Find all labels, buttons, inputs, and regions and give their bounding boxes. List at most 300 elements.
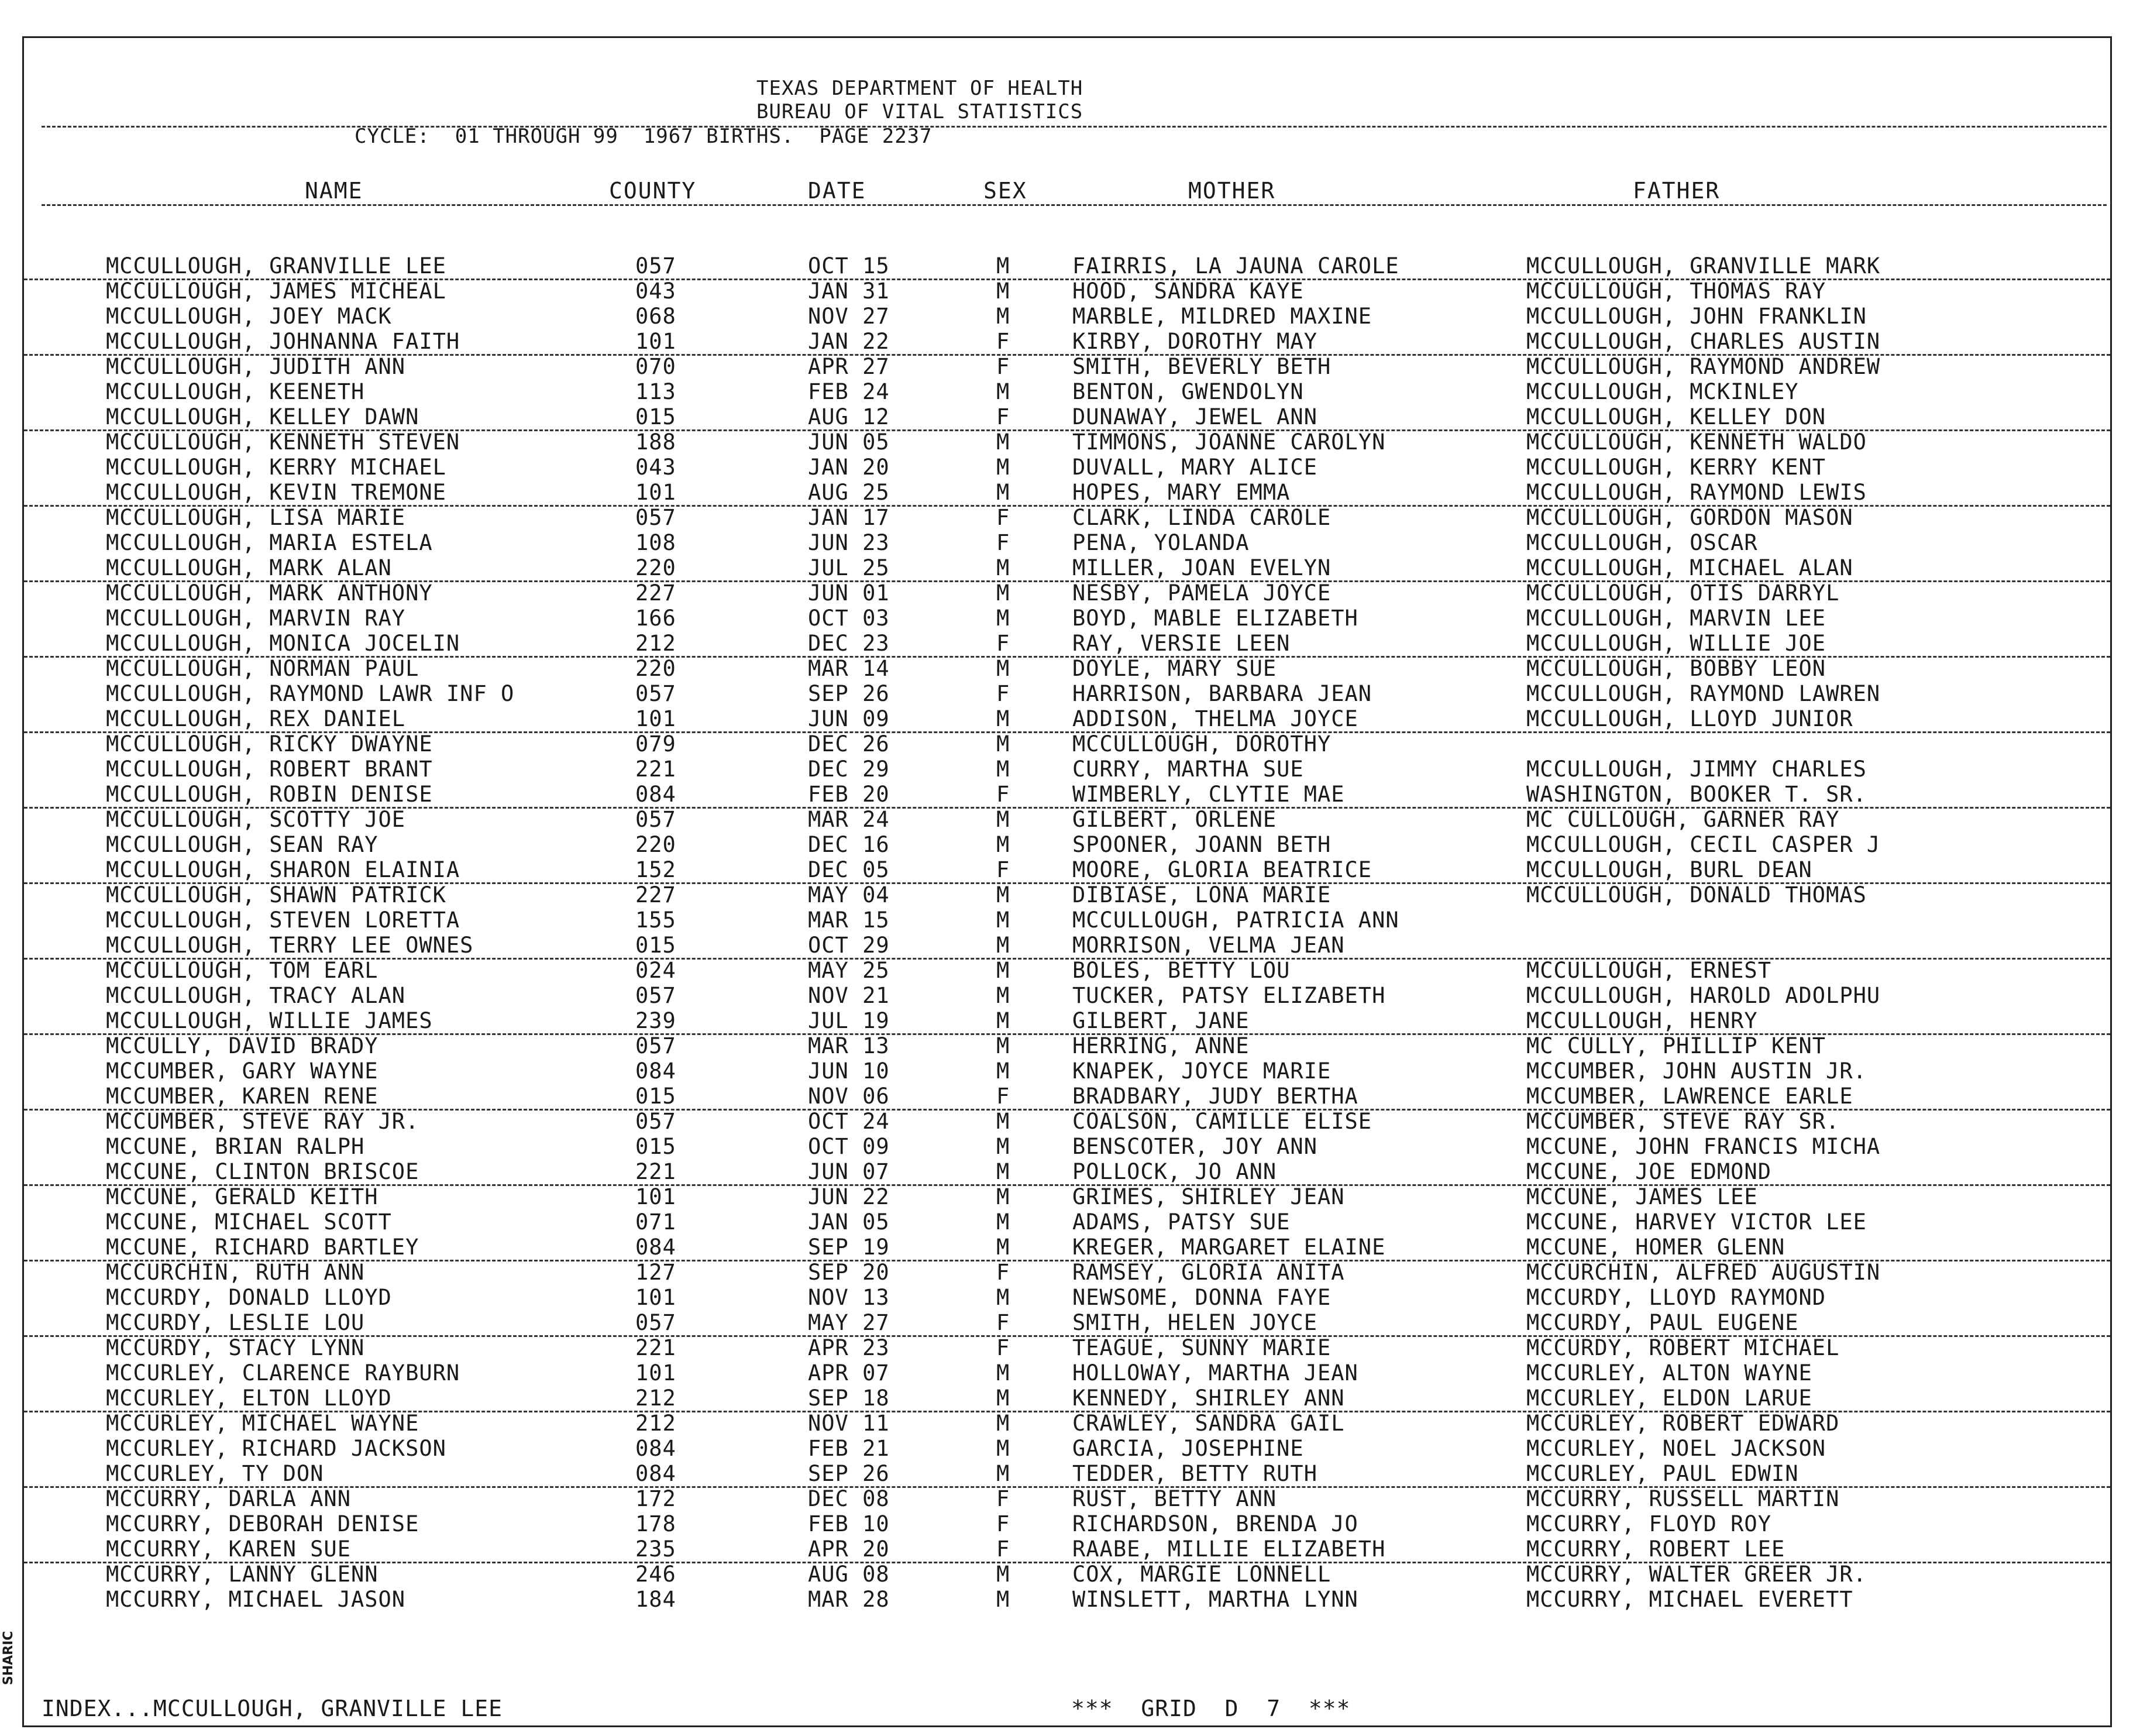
cell-county: 227	[635, 580, 676, 606]
cell-father: MCCURDY, LLOYD RAYMOND	[1526, 1285, 1826, 1310]
cell-date: SEP 26	[808, 1461, 890, 1486]
cell-mother: MOORE, GLORIA BEATRICE	[1072, 857, 1372, 882]
cell-name: MCCULLOUGH, MARVIN RAY	[106, 606, 406, 631]
cell-sex: M	[996, 1386, 1010, 1411]
cell-county: 015	[635, 1134, 676, 1159]
table-row	[24, 1134, 2110, 1159]
cell-name: MCCURLEY, TY DON	[106, 1461, 324, 1486]
cell-name: MCCURRY, DARLA ANN	[106, 1486, 351, 1511]
cell-sex: M	[996, 580, 1010, 606]
cell-father: MCCULLOUGH, LLOYD JUNIOR	[1526, 706, 1853, 731]
cell-name: MCCULLOUGH, MARK ALAN	[106, 555, 392, 580]
cell-mother: MORRISON, VELMA JEAN	[1072, 933, 1345, 958]
department-title: TEXAS DEPARTMENT OF HEALTH	[756, 77, 1083, 100]
cell-father: MCCULLOUGH, THOMAS RAY	[1526, 279, 1826, 304]
table-row	[24, 1084, 2110, 1111]
table-row	[24, 1033, 2110, 1058]
cell-father: MCCULLOUGH, HENRY	[1526, 1008, 1758, 1033]
cell-name: MCCUNE, MICHAEL SCOTT	[106, 1209, 392, 1235]
cell-name: MCCUNE, CLINTON BRISCOE	[106, 1159, 419, 1184]
cell-county: 108	[635, 530, 676, 555]
cell-sex: M	[996, 706, 1010, 731]
table-row	[24, 731, 2110, 757]
cell-sex: F	[996, 631, 1010, 656]
cell-county: 178	[635, 1511, 676, 1536]
cell-father: MCCULLOUGH, RAYMOND LAWREN	[1526, 681, 1881, 706]
cell-date: OCT 15	[808, 253, 890, 279]
cell-father: MCCURCHIN, ALFRED AUGUSTIN	[1526, 1260, 1881, 1285]
cell-father: MCCURLEY, ROBERT EDWARD	[1526, 1411, 1840, 1436]
cell-father: MCCUMBER, LAWRENCE EARLE	[1526, 1084, 1853, 1109]
cell-name: MCCULLOUGH, RICKY DWAYNE	[106, 731, 433, 757]
cell-name: MCCULLOUGH, SEAN RAY	[106, 832, 379, 857]
cell-sex: F	[996, 1486, 1010, 1511]
cell-mother: CRAWLEY, SANDRA GAIL	[1072, 1411, 1345, 1436]
cell-mother: FAIRRIS, LA JAUNA CAROLE	[1072, 253, 1399, 279]
cell-mother: KREGER, MARGARET ELAINE	[1072, 1235, 1386, 1260]
cell-county: 152	[635, 857, 676, 882]
cell-date: MAR 24	[808, 807, 890, 832]
cell-sex: M	[996, 882, 1010, 907]
cell-sex: M	[996, 933, 1010, 958]
cell-county: 221	[635, 1159, 676, 1184]
cell-father: MCCURLEY, ALTON WAYNE	[1526, 1360, 1812, 1386]
table-row	[24, 429, 2110, 455]
cell-sex: M	[996, 1058, 1010, 1084]
table-row	[24, 656, 2110, 681]
cell-date: SEP 18	[808, 1386, 890, 1411]
table-row	[24, 304, 2110, 329]
table-row	[24, 1411, 2110, 1436]
cell-name: MCCULLOUGH, NORMAN PAUL	[106, 656, 419, 681]
cell-name: MCCULLOUGH, LISA MARIE	[106, 505, 406, 530]
table-row	[24, 1360, 2110, 1386]
cell-name: MCCURDY, LESLIE LOU	[106, 1310, 365, 1335]
cell-father: MCCULLOUGH, CHARLES AUSTIN	[1526, 329, 1881, 354]
column-header-county: COUNTY	[609, 178, 697, 204]
cell-date: DEC 08	[808, 1486, 890, 1511]
cell-date: NOV 11	[808, 1411, 890, 1436]
cell-father: WASHINGTON, BOOKER T. SR.	[1526, 782, 1867, 807]
cell-mother: KENNEDY, SHIRLEY ANN	[1072, 1386, 1345, 1411]
cell-sex: M	[996, 555, 1010, 580]
cell-name: MCCURDY, STACY LYNN	[106, 1335, 365, 1360]
cell-father: MCCULLOUGH, MCKINLEY	[1526, 379, 1799, 404]
cell-father: MCCULLOUGH, HAROLD ADOLPHU	[1526, 983, 1881, 1008]
table-row	[24, 832, 2110, 857]
cell-date: JUN 01	[808, 580, 890, 606]
cell-name: MCCUMBER, KAREN RENE	[106, 1084, 379, 1109]
table-row	[24, 1058, 2110, 1084]
cell-county: 015	[635, 404, 676, 429]
cell-father: MCCURLEY, NOEL JACKSON	[1526, 1436, 1826, 1461]
cell-county: 043	[635, 279, 676, 304]
cell-date: MAY 04	[808, 882, 890, 907]
cell-sex: M	[996, 958, 1010, 983]
cell-father: MC CULLY, PHILLIP KENT	[1526, 1033, 1826, 1058]
cell-county: 084	[635, 1058, 676, 1084]
cell-sex: M	[996, 455, 1010, 480]
cell-mother: RAY, VERSIE LEEN	[1072, 631, 1291, 656]
cell-name: MCCULLOUGH, KEENETH	[106, 379, 365, 404]
cell-date: JUN 23	[808, 530, 890, 555]
cell-father: MCCULLOUGH, JIMMY CHARLES	[1526, 757, 1867, 782]
cell-mother: TEAGUE, SUNNY MARIE	[1072, 1335, 1332, 1360]
cell-sex: M	[996, 253, 1010, 279]
table-row	[24, 681, 2110, 706]
cell-date: JAN 05	[808, 1209, 890, 1235]
cell-mother: HOOD, SANDRA KAYE	[1072, 279, 1304, 304]
column-header-father: FATHER	[1633, 178, 1721, 204]
cell-mother: CURRY, MARTHA SUE	[1072, 757, 1304, 782]
cell-mother: DOYLE, MARY SUE	[1072, 656, 1277, 681]
cell-name: MCCURLEY, ELTON LLOYD	[106, 1386, 392, 1411]
table-row	[24, 1235, 2110, 1261]
cell-name: MCCUMBER, STEVE RAY JR.	[106, 1109, 419, 1134]
cell-mother: KNAPEK, JOYCE MARIE	[1072, 1058, 1332, 1084]
cell-mother: COX, MARGIE LONNELL	[1072, 1562, 1332, 1587]
bureau-title: BUREAU OF VITAL STATISTICS	[756, 100, 1083, 123]
cell-name: MCCULLOUGH, JAMES MICHEAL	[106, 279, 446, 304]
cell-sex: M	[996, 983, 1010, 1008]
table-row	[24, 455, 2110, 480]
cell-name: MCCURRY, MICHAEL JASON	[106, 1587, 406, 1612]
cell-sex: M	[996, 731, 1010, 757]
cell-date: AUG 25	[808, 480, 890, 505]
cell-mother: MCCULLOUGH, PATRICIA ANN	[1072, 907, 1399, 933]
cell-father: MCCURRY, FLOYD ROY	[1526, 1511, 1771, 1536]
cell-date: OCT 09	[808, 1134, 890, 1159]
cell-name: MCCULLOUGH, MARK ANTHONY	[106, 580, 433, 606]
cell-date: SEP 20	[808, 1260, 890, 1285]
cell-mother: WIMBERLY, CLYTIE MAE	[1072, 782, 1345, 807]
cell-date: MAR 28	[808, 1587, 890, 1612]
table-row	[24, 1109, 2110, 1134]
table-row	[24, 983, 2110, 1008]
cell-date: DEC 16	[808, 832, 890, 857]
table-row	[24, 907, 2110, 933]
cell-county: 024	[635, 958, 676, 983]
cell-sex: F	[996, 329, 1010, 354]
cell-father: MCCULLOUGH, RAYMOND LEWIS	[1526, 480, 1867, 505]
column-header-sex: SEX	[983, 178, 1027, 204]
cell-mother: NEWSOME, DONNA FAYE	[1072, 1285, 1332, 1310]
cell-sex: F	[996, 1335, 1010, 1360]
cell-mother: GARCIA, JOSEPHINE	[1072, 1436, 1304, 1461]
column-header-mother: MOTHER	[1188, 178, 1276, 204]
cell-name: MCCULLOUGH, REX DANIEL	[106, 706, 406, 731]
cell-county: 221	[635, 1335, 676, 1360]
cell-name: MCCULLOUGH, KELLEY DAWN	[106, 404, 419, 429]
table-row	[24, 1184, 2110, 1209]
table-row	[24, 706, 2110, 733]
cell-county: 101	[635, 1285, 676, 1310]
cell-county: 057	[635, 253, 676, 279]
cell-mother: POLLOCK, JO ANN	[1072, 1159, 1277, 1184]
cell-name: MCCUMBER, GARY WAYNE	[106, 1058, 379, 1084]
cell-sex: M	[996, 1436, 1010, 1461]
cell-mother: WINSLETT, MARTHA LYNN	[1072, 1587, 1358, 1612]
table-row	[24, 480, 2110, 507]
cell-date: MAY 25	[808, 958, 890, 983]
cell-county: 172	[635, 1486, 676, 1511]
cell-date: MAY 27	[808, 1310, 890, 1335]
column-header-rule	[42, 204, 2107, 206]
cell-mother: CLARK, LINDA CAROLE	[1072, 505, 1332, 530]
cell-date: JAN 31	[808, 279, 890, 304]
cell-sex: F	[996, 681, 1010, 706]
cell-county: 227	[635, 882, 676, 907]
cell-father: MCCURLEY, PAUL EDWIN	[1526, 1461, 1799, 1486]
cell-mother: MILLER, JOAN EVELYN	[1072, 555, 1332, 580]
cell-sex: M	[996, 606, 1010, 631]
cell-father: MCCULLOUGH, MICHAEL ALAN	[1526, 555, 1853, 580]
cell-name: MCCULLOUGH, ROBERT BRANT	[106, 757, 433, 782]
cell-name: MCCUNE, GERALD KEITH	[106, 1184, 379, 1209]
table-row	[24, 555, 2110, 582]
cell-date: DEC 29	[808, 757, 890, 782]
cell-name: MCCULLOUGH, SHARON ELAINIA	[106, 857, 460, 882]
cell-name: MCCULLOUGH, ROBIN DENISE	[106, 782, 433, 807]
cell-father: MCCULLOUGH, MARVIN LEE	[1526, 606, 1826, 631]
cell-county: 220	[635, 656, 676, 681]
cell-date: APR 20	[808, 1536, 890, 1562]
cell-mother: DIBIASE, LONA MARIE	[1072, 882, 1332, 907]
cell-mother: TEDDER, BETTY RUTH	[1072, 1461, 1317, 1486]
table-row	[24, 404, 2110, 431]
cell-name: MCCURRY, LANNY GLENN	[106, 1562, 379, 1587]
cell-sex: F	[996, 1260, 1010, 1285]
cell-date: NOV 13	[808, 1285, 890, 1310]
cycle-line: CYCLE: 01 THROUGH 99 1967 BIRTHS. PAGE 2237	[355, 125, 933, 148]
cell-mother: DUVALL, MARY ALICE	[1072, 455, 1317, 480]
table-row	[24, 1587, 2110, 1612]
table-row	[24, 757, 2110, 782]
cell-sex: M	[996, 1209, 1010, 1235]
cell-date: FEB 24	[808, 379, 890, 404]
cell-sex: F	[996, 404, 1010, 429]
cell-county: 101	[635, 1184, 676, 1209]
cell-mother: PENA, YOLANDA	[1072, 530, 1250, 555]
cell-sex: M	[996, 1461, 1010, 1486]
cell-date: NOV 06	[808, 1084, 890, 1109]
cell-mother: BOLES, BETTY LOU	[1072, 958, 1291, 983]
cell-sex: M	[996, 429, 1010, 455]
cell-mother: GILBERT, ORLENE	[1072, 807, 1277, 832]
cell-county: 068	[635, 304, 676, 329]
cell-sex: F	[996, 354, 1010, 379]
table-row	[24, 1536, 2110, 1563]
cell-father: MCCULLOUGH, JOHN FRANKLIN	[1526, 304, 1867, 329]
cell-sex: M	[996, 1411, 1010, 1436]
cell-father: MCCUNE, HARVEY VICTOR LEE	[1526, 1209, 1867, 1235]
cell-sex: M	[996, 1235, 1010, 1260]
cell-father: MCCULLOUGH, DONALD THOMAS	[1526, 882, 1867, 907]
cell-sex: F	[996, 857, 1010, 882]
cell-father: MCCURDY, PAUL EUGENE	[1526, 1310, 1799, 1335]
cell-county: 212	[635, 1411, 676, 1436]
cell-sex: M	[996, 279, 1010, 304]
cell-name: MCCULLOUGH, SHAWN PATRICK	[106, 882, 446, 907]
cell-date: APR 23	[808, 1335, 890, 1360]
cell-mother: TIMMONS, JOANNE CAROLYN	[1072, 429, 1386, 455]
cell-mother: TUCKER, PATSY ELIZABETH	[1072, 983, 1386, 1008]
cell-sex: F	[996, 1536, 1010, 1562]
cell-county: 057	[635, 681, 676, 706]
cell-mother: BRADBARY, JUDY BERTHA	[1072, 1084, 1358, 1109]
table-row	[24, 882, 2110, 907]
cell-date: JUN 09	[808, 706, 890, 731]
cell-mother: GRIMES, SHIRLEY JEAN	[1072, 1184, 1345, 1209]
cell-county: 057	[635, 1310, 676, 1335]
table-row	[24, 1260, 2110, 1285]
table-row	[24, 1562, 2110, 1587]
cell-mother: HOLLOWAY, MARTHA JEAN	[1072, 1360, 1358, 1386]
cell-father: MCCURDY, ROBERT MICHAEL	[1526, 1335, 1840, 1360]
cell-county: 057	[635, 983, 676, 1008]
cell-mother: ADDISON, THELMA JOYCE	[1072, 706, 1358, 731]
cell-father: MCCULLOUGH, BURL DEAN	[1526, 857, 1812, 882]
cell-county: 246	[635, 1562, 676, 1587]
table-row	[24, 505, 2110, 530]
cell-sex: M	[996, 1562, 1010, 1587]
cell-date: FEB 10	[808, 1511, 890, 1536]
cell-mother: BENSCOTER, JOY ANN	[1072, 1134, 1317, 1159]
cell-name: MCCURRY, KAREN SUE	[106, 1536, 351, 1562]
cell-mother: RAMSEY, GLORIA ANITA	[1072, 1260, 1345, 1285]
cell-county: 235	[635, 1536, 676, 1562]
table-row	[24, 782, 2110, 809]
cell-sex: F	[996, 1310, 1010, 1335]
cell-name: MCCULLOUGH, SCOTTY JOE	[106, 807, 406, 832]
cell-sex: M	[996, 757, 1010, 782]
table-row	[24, 580, 2110, 606]
cell-date: DEC 23	[808, 631, 890, 656]
cell-father: MCCULLOUGH, WILLIE JOE	[1526, 631, 1826, 656]
cell-date: SEP 19	[808, 1235, 890, 1260]
cell-mother: NESBY, PAMELA JOYCE	[1072, 580, 1332, 606]
cell-mother: MARBLE, MILDRED MAXINE	[1072, 304, 1372, 329]
cell-name: MCCULLOUGH, JOEY MACK	[106, 304, 392, 329]
cell-mother: SPOONER, JOANN BETH	[1072, 832, 1332, 857]
cell-name: MCCULLY, DAVID BRADY	[106, 1033, 379, 1058]
cell-date: NOV 27	[808, 304, 890, 329]
table-row	[24, 606, 2110, 631]
cell-sex: F	[996, 782, 1010, 807]
cell-date: APR 27	[808, 354, 890, 379]
cell-date: AUG 08	[808, 1562, 890, 1587]
cell-date: JAN 17	[808, 505, 890, 530]
cell-father: MCCUNE, JOE EDMOND	[1526, 1159, 1771, 1184]
cell-date: SEP 26	[808, 681, 890, 706]
cell-county: 071	[635, 1209, 676, 1235]
cell-father: MCCULLOUGH, KERRY KENT	[1526, 455, 1826, 480]
cell-father: MCCURRY, RUSSELL MARTIN	[1526, 1486, 1840, 1511]
cell-county: 113	[635, 379, 676, 404]
cell-sex: M	[996, 1033, 1010, 1058]
cell-mother: HARRISON, BARBARA JEAN	[1072, 681, 1372, 706]
cell-county: 155	[635, 907, 676, 933]
cell-father: MCCUNE, HOMER GLENN	[1526, 1235, 1785, 1260]
cell-mother: BOYD, MABLE ELIZABETH	[1072, 606, 1358, 631]
cell-sex: F	[996, 1511, 1010, 1536]
cell-date: OCT 03	[808, 606, 890, 631]
table-row	[24, 807, 2110, 832]
cell-sex: F	[996, 1084, 1010, 1109]
cell-county: 220	[635, 555, 676, 580]
cell-sex: M	[996, 1159, 1010, 1184]
cell-father: MCCULLOUGH, KENNETH WALDO	[1526, 429, 1867, 455]
cell-mother: HOPES, MARY EMMA	[1072, 480, 1291, 505]
cell-date: JUL 19	[808, 1008, 890, 1033]
column-header-date: DATE	[808, 178, 866, 204]
cell-sex: F	[996, 505, 1010, 530]
index-sheet	[22, 36, 2112, 1727]
cell-name: MCCULLOUGH, JUDITH ANN	[106, 354, 406, 379]
cell-date: JAN 22	[808, 329, 890, 354]
table-row	[24, 279, 2110, 304]
cell-date: APR 07	[808, 1360, 890, 1386]
cell-sex: M	[996, 907, 1010, 933]
cell-name: MCCURLEY, MICHAEL WAYNE	[106, 1411, 419, 1436]
cell-county: 188	[635, 429, 676, 455]
cell-county: 221	[635, 757, 676, 782]
cell-county: 057	[635, 505, 676, 530]
cell-father: MCCUNE, JAMES LEE	[1526, 1184, 1758, 1209]
table-row	[24, 1386, 2110, 1412]
cell-county: 101	[635, 706, 676, 731]
table-row	[24, 1461, 2110, 1488]
cell-county: 015	[635, 1084, 676, 1109]
cell-county: 101	[635, 480, 676, 505]
cell-county: 057	[635, 1033, 676, 1058]
cell-mother: RUST, BETTY ANN	[1072, 1486, 1277, 1511]
cell-sex: M	[996, 379, 1010, 404]
table-row	[24, 354, 2110, 379]
cell-name: MCCURLEY, CLARENCE RAYBURN	[106, 1360, 460, 1386]
cell-mother: DUNAWAY, JEWEL ANN	[1072, 404, 1317, 429]
table-row	[24, 329, 2110, 356]
cell-name: MCCULLOUGH, KENNETH STEVEN	[106, 429, 460, 455]
cell-sex: M	[996, 1587, 1010, 1612]
table-row	[24, 253, 2110, 280]
cell-date: FEB 21	[808, 1436, 890, 1461]
cell-father: MCCULLOUGH, OSCAR	[1526, 530, 1758, 555]
table-row	[24, 933, 2110, 960]
cell-date: MAR 14	[808, 656, 890, 681]
cell-county: 057	[635, 807, 676, 832]
table-row	[24, 857, 2110, 884]
cell-mother: SMITH, HELEN JOYCE	[1072, 1310, 1317, 1335]
cell-mother: RAABE, MILLIE ELIZABETH	[1072, 1536, 1386, 1562]
cell-name: MCCULLOUGH, RAYMOND LAWR INF O	[106, 681, 515, 706]
table-row	[24, 1310, 2110, 1337]
cell-date: JUL 25	[808, 555, 890, 580]
cell-name: MCCULLOUGH, MARIA ESTELA	[106, 530, 433, 555]
cell-mother: BENTON, GWENDOLYN	[1072, 379, 1304, 404]
table-row	[24, 1008, 2110, 1035]
cell-date: JAN 20	[808, 455, 890, 480]
cell-father: MCCURLEY, ELDON LARUE	[1526, 1386, 1812, 1411]
cell-date: DEC 26	[808, 731, 890, 757]
cell-date: OCT 29	[808, 933, 890, 958]
cell-county: 239	[635, 1008, 676, 1033]
cell-sex: M	[996, 480, 1010, 505]
header-rule	[42, 126, 2107, 128]
table-row	[24, 1436, 2110, 1461]
cell-name: MCCULLOUGH, TOM EARL	[106, 958, 379, 983]
table-row	[24, 1486, 2110, 1511]
